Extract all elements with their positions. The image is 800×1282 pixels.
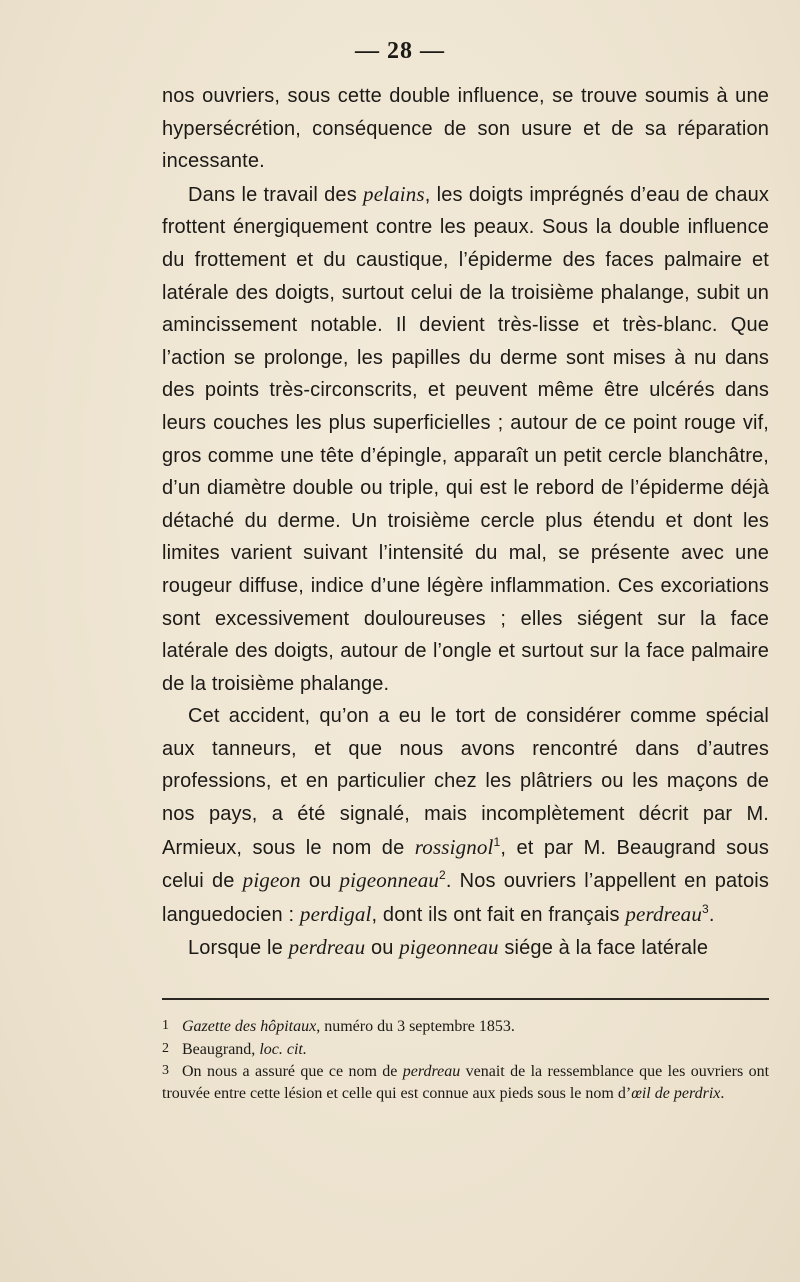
paragraph [162,700,769,931]
text-run: Dans le travail des [188,183,364,206]
italic-text: perdreau [402,1063,461,1080]
paragraph [162,178,769,701]
paragraph [162,80,769,178]
footnote [162,1038,769,1061]
text-run: , dont ils ont fait en français [371,903,626,926]
text-run: . Nos ouvriers l’appellent en patois languedocien : [162,870,769,926]
italic-text: perdreau [625,901,702,926]
text-run: , numéro du 3 septembre 1853. [316,1018,515,1035]
italic-text: pigeonneau [399,935,499,960]
text-run: Cet accident, qu’on a eu le tort de considérer comme spécial aux tanneurs, et que nous avons rencontré dans d’autres professions, et en particulier chez les plâtriers ou les maçons de nos pays, a été signalé, mais incomplètement décrit par M. Armieux, sous le nom de [162,705,769,859]
text-run: . [720,1084,725,1102]
text-run: On nous a assuré que ce nom de [182,1063,403,1080]
italic-text: pelains [363,181,425,206]
footnote-number: 1 [162,1018,169,1033]
footnote [162,1015,769,1038]
italic-text: perdreau [288,935,366,960]
footnote-reference: 3 [701,901,709,916]
text-run: . [708,903,715,926]
text-run: , les doigts imprégnés d’eau de chaux frottent énergiquement contre les peaux. Sous la double influence du frottement et du caustique, l’épiderme des faces palmaire et latérale des doigts, surtout celui de la troisième phalange, subit un amincissement notable. Il devient très-lisse et très-blanc. Que l’action se prolonge, les papilles du derme sont mises à nu dans des points très-circonscrits, et peuvent même être ulcérés dans leurs couches les plus superficielles ; autour de ce point rouge vif, gros comme une tête d’épingle, apparaît un petit cercle blanchâtre, d’un diamètre double ou triple, qui est le rebord de l’épiderme déjà détaché du derme. Un troisième cercle plus étendu et dont les limites varient suivant l’intensité du mal, se présente avec une rougeur diffuse, indice d’une légère inflammation. Ces excoriations sont excessivement douloureuses ; elles siégent sur la face latérale des doigts, autour de l’ongle et surtout sur la face palmaire de la troisième phalange. [162,183,770,695]
text-run: ou [300,870,340,893]
footnotes [162,1015,769,1104]
footnote-number: 3 [162,1063,169,1078]
text-run: venait de la ressemblance que les ouvriers ont trouvée entre cette lésion et celle qui est connue aux pieds sous le nom d’ [162,1063,770,1102]
text-run: ou [365,937,400,960]
body-text [162,80,769,965]
italic-text: Gazette des hôpitaux [182,1018,317,1035]
italic-text: pigeon [242,868,301,893]
text-run: nos ouvriers, sous cette double influence, se trouve soumis à une hypersécrétion, conséquence de son usure et de sa réparation incessante. [162,85,769,173]
italic-text: pigeonneau [339,868,439,893]
paragraph [162,931,769,965]
text-run: , et par M. Beaugrand sous celui de [162,836,769,893]
footnote-reference: 2 [439,868,446,883]
italic-text: œil de perdrix [631,1084,721,1102]
italic-text: perdigal [299,901,372,926]
italic-text: rossignol [414,834,494,859]
text-run: siége à la face latérale [498,937,709,960]
page-number: — 28 — [355,38,445,64]
footnote [162,1060,769,1104]
footnote-reference: 1 [493,834,501,849]
footnote-number: 2 [162,1040,169,1056]
italic-text: loc. cit. [259,1040,307,1058]
text-run: Beaugrand, [182,1040,260,1058]
footnote-separator [162,998,769,1000]
text-run: Lorsque le [188,937,289,960]
